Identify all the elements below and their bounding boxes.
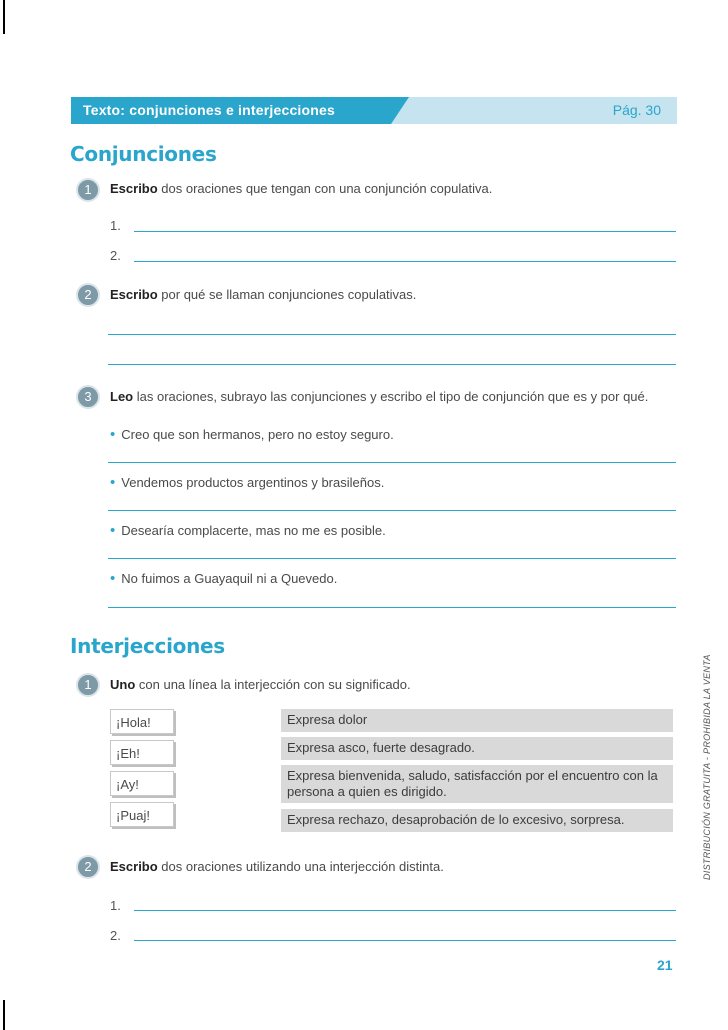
answer-line[interactable]	[134, 231, 676, 232]
answer-line[interactable]	[134, 910, 676, 911]
instruction-verb: Leo	[110, 389, 134, 404]
bullet-icon: •	[110, 522, 116, 539]
instruction-text: con una línea la interjección con su significado.	[135, 677, 411, 692]
exercise-instruction	[110, 389, 648, 404]
line-label: 1.	[110, 218, 121, 233]
interjection-item[interactable]: ¡Hola!	[110, 709, 174, 734]
exercise-number: 1	[76, 178, 100, 202]
sentence-item	[110, 570, 337, 587]
answer-line[interactable]	[108, 510, 676, 511]
instruction-verb: Escribo	[110, 181, 158, 196]
exercise-number: 2	[76, 283, 100, 307]
instruction-text: las oraciones, subrayo las conjunciones y escribo el tipo de conjunción que es y por qué.	[133, 389, 649, 404]
sentence-text: Desearía complacerte, mas no me es posible.	[121, 523, 386, 538]
answer-line[interactable]	[108, 558, 676, 559]
exercise-number: 3	[76, 385, 100, 409]
bullet-icon: •	[110, 474, 116, 491]
section-title-interjecciones: Interjecciones	[70, 634, 225, 658]
page-number: 21	[657, 957, 673, 973]
exercise-number: 1	[76, 673, 100, 697]
line-label: 1.	[110, 898, 121, 913]
interjection-item[interactable]: ¡Ay!	[110, 771, 174, 796]
sentence-item	[110, 426, 394, 443]
header-banner	[71, 97, 677, 124]
exercise-instruction	[110, 181, 492, 196]
answer-line[interactable]	[134, 940, 676, 941]
crop-mark	[3, 0, 5, 34]
section-title-conjunciones: Conjunciones	[70, 142, 217, 166]
exercise-instruction	[110, 677, 411, 692]
answer-line[interactable]	[108, 462, 676, 463]
meaning-item[interactable]: Expresa dolor	[281, 709, 673, 732]
exercise-instruction	[110, 287, 416, 302]
bullet-icon: •	[110, 426, 116, 443]
interjection-item[interactable]: ¡Puaj!	[110, 802, 174, 827]
sentence-text: Creo que son hermanos, pero no estoy seguro.	[121, 427, 394, 442]
interjection-item[interactable]: ¡Eh!	[110, 740, 174, 765]
instruction-text: dos oraciones que tengan con una conjunción copulativa.	[157, 181, 493, 196]
line-label: 2.	[110, 248, 121, 263]
answer-line[interactable]	[108, 364, 676, 365]
page-reference: Pág. 30	[612, 102, 661, 118]
answer-line[interactable]	[108, 607, 676, 608]
instruction-text: dos oraciones utilizando una interjección distinta.	[157, 859, 444, 874]
sentence-item	[110, 522, 386, 539]
banner-slant	[391, 97, 409, 124]
sentence-text: Vendemos productos argentinos y brasileños.	[121, 475, 385, 490]
answer-line[interactable]	[134, 261, 676, 262]
sentence-item	[110, 474, 384, 491]
answer-line[interactable]	[108, 334, 676, 335]
meaning-item[interactable]: Expresa bienvenida, saludo, satisfacción por el encuentro con la persona a quien es dirigido.	[281, 765, 673, 803]
line-label: 2.	[110, 928, 121, 943]
exercise-instruction	[110, 859, 444, 874]
meaning-item[interactable]: Expresa asco, fuerte desagrado.	[281, 737, 673, 760]
instruction-verb: Escribo	[110, 859, 158, 874]
instruction-text: por qué se llaman conjunciones copulativas.	[157, 287, 417, 302]
crop-mark	[3, 1000, 5, 1030]
meaning-item[interactable]: Expresa rechazo, desaprobación de lo excesivo, sorpresa.	[281, 809, 673, 832]
sentence-text: No fuimos a Guayaquil ni a Quevedo.	[121, 571, 338, 586]
side-note: DISTRIBUCIÓN GRATUITA - PROHIBIDA LA VENTA	[702, 654, 712, 880]
banner-title: Texto: conjunciones e interjecciones	[71, 97, 391, 124]
instruction-verb: Escribo	[110, 287, 158, 302]
exercise-number: 2	[76, 855, 100, 879]
instruction-verb: Uno	[110, 677, 136, 692]
bullet-icon: •	[110, 570, 116, 587]
